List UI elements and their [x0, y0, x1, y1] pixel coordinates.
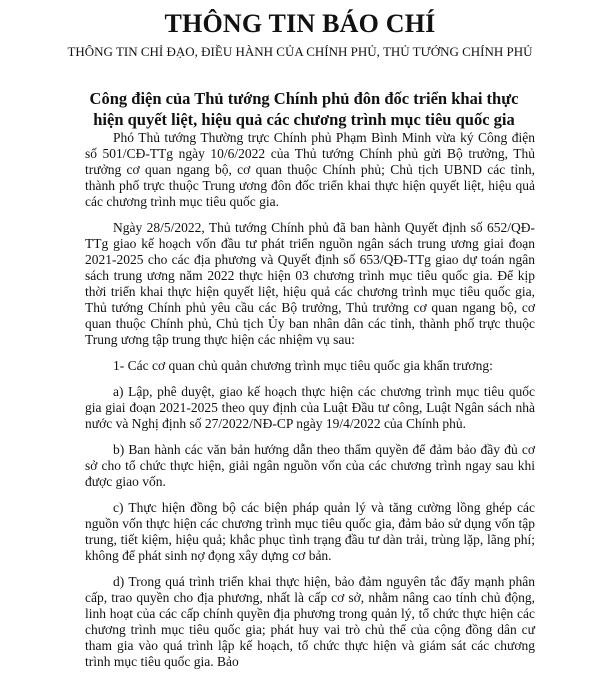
header-title: THÔNG TIN BÁO CHÍ	[164, 9, 436, 38]
paragraph-item-d: d) Trong quá trình triển khai thực hiện, bảo đảm nguyên tắc đẩy mạnh phân cấp, trao quyền cho địa phương, nhất là cấp cơ sở, nhằm nâng cao tính chủ động, linh hoạt của các cấp chính quyền địa phương trong quản lý, tổ chức thực hiện các chương trình mục tiêu quốc gia; phát huy vai trò chủ thể của cộng đồng dân cư tham gia vào quá trình lập kế hoạch, tổ chức thực hiện và giám sát các chương trình mục tiêu quốc gia. Bảo	[85, 574, 535, 669]
paragraph-item-b: b) Ban hành các văn bản hướng dẫn theo thẩm quyền để đảm bảo đầy đủ cơ sở cho tổ chức thực hiện, giải ngân nguồn vốn của các chương trình ngay sau khi được giao vốn.	[85, 442, 535, 489]
paragraph-item-1: 1- Các cơ quan chủ quản chương trình mục tiêu quốc gia khẩn trương:	[113, 358, 493, 373]
paragraph-item-c: c) Thực hiện đồng bộ các biện pháp quản lý và tăng cường lồng ghép các nguồn vốn thực hiện các chương trình mục tiêu quốc gia, đảm bảo sử dụng vốn tập trung, tiết kiệm, hiệu quả; khắc phục tình trạng đầu tư dàn trải, trùng lặp, lãng phí; không để phát sinh nợ đọng xây dựng cơ bản.	[85, 500, 535, 563]
paragraph-context: Ngày 28/5/2022, Thủ tướng Chính phủ đã ban hành Quyết định số 652/QĐ-TTg giao kế hoạch vốn đầu tư phát triển nguồn ngân sách trung ương giai đoạn 2021-2025 cho các địa phương và Quyết định số 653/QĐ-TTg giao dự toán ngân sách trung ương năm 2022 thực hiện 03 chương trình mục tiêu quốc gia. Để kịp thời triển khai thực hiện quyết liệt, hiệu quả các chương trình mục tiêu quốc gia, Thủ tướng Chính phủ yêu cầu các Bộ trưởng, Thủ trưởng cơ quan ngang bộ, cơ quan thuộc Chính phủ, Chủ tịch Ủy ban nhân dân các tỉnh, thành phố trực thuộc Trung ương tập trung thực hiện các nhiệm vụ sau:	[85, 220, 535, 347]
paragraph-item-a: a) Lập, phê duyệt, giao kế hoạch thực hiện các chương trình mục tiêu quốc gia giai đoạn 2021-2025 theo quy định của Luật Đầu tư công, Luật Ngân sách nhà nước và Nghị định số 27/2022/NĐ-CP ngày 19/4/2022 của Chính phủ.	[85, 384, 535, 431]
article-body	[85, 130, 535, 680]
article-title: Công điện của Thủ tướng Chính phủ đôn đốc triển khai thực hiện quyết liệt, hiệu quả các chương trình mục tiêu quốc gia	[89, 89, 519, 129]
paragraph-intro: Phó Thủ tướng Thường trực Chính phủ Phạm Bình Minh vừa ký Công điện số 501/CĐ-TTg ngày 10/6/2022 của Thủ tướng Chính phủ gửi Bộ trưởng, Thủ trưởng cơ quan ngang bộ, cơ quan thuộc Chính phủ; Chủ tịch UBND các tỉnh, thành phố trực thuộc Trung ương đôn đốc triển khai thực hiện quyết liệt, hiệu quả các chương trình mục tiêu quốc gia.	[85, 130, 535, 209]
header-subtitle: THÔNG TIN CHỈ ĐẠO, ĐIỀU HÀNH CỦA CHÍNH PHỦ, THỦ TƯỚNG CHÍNH PHỦ	[67, 44, 533, 59]
